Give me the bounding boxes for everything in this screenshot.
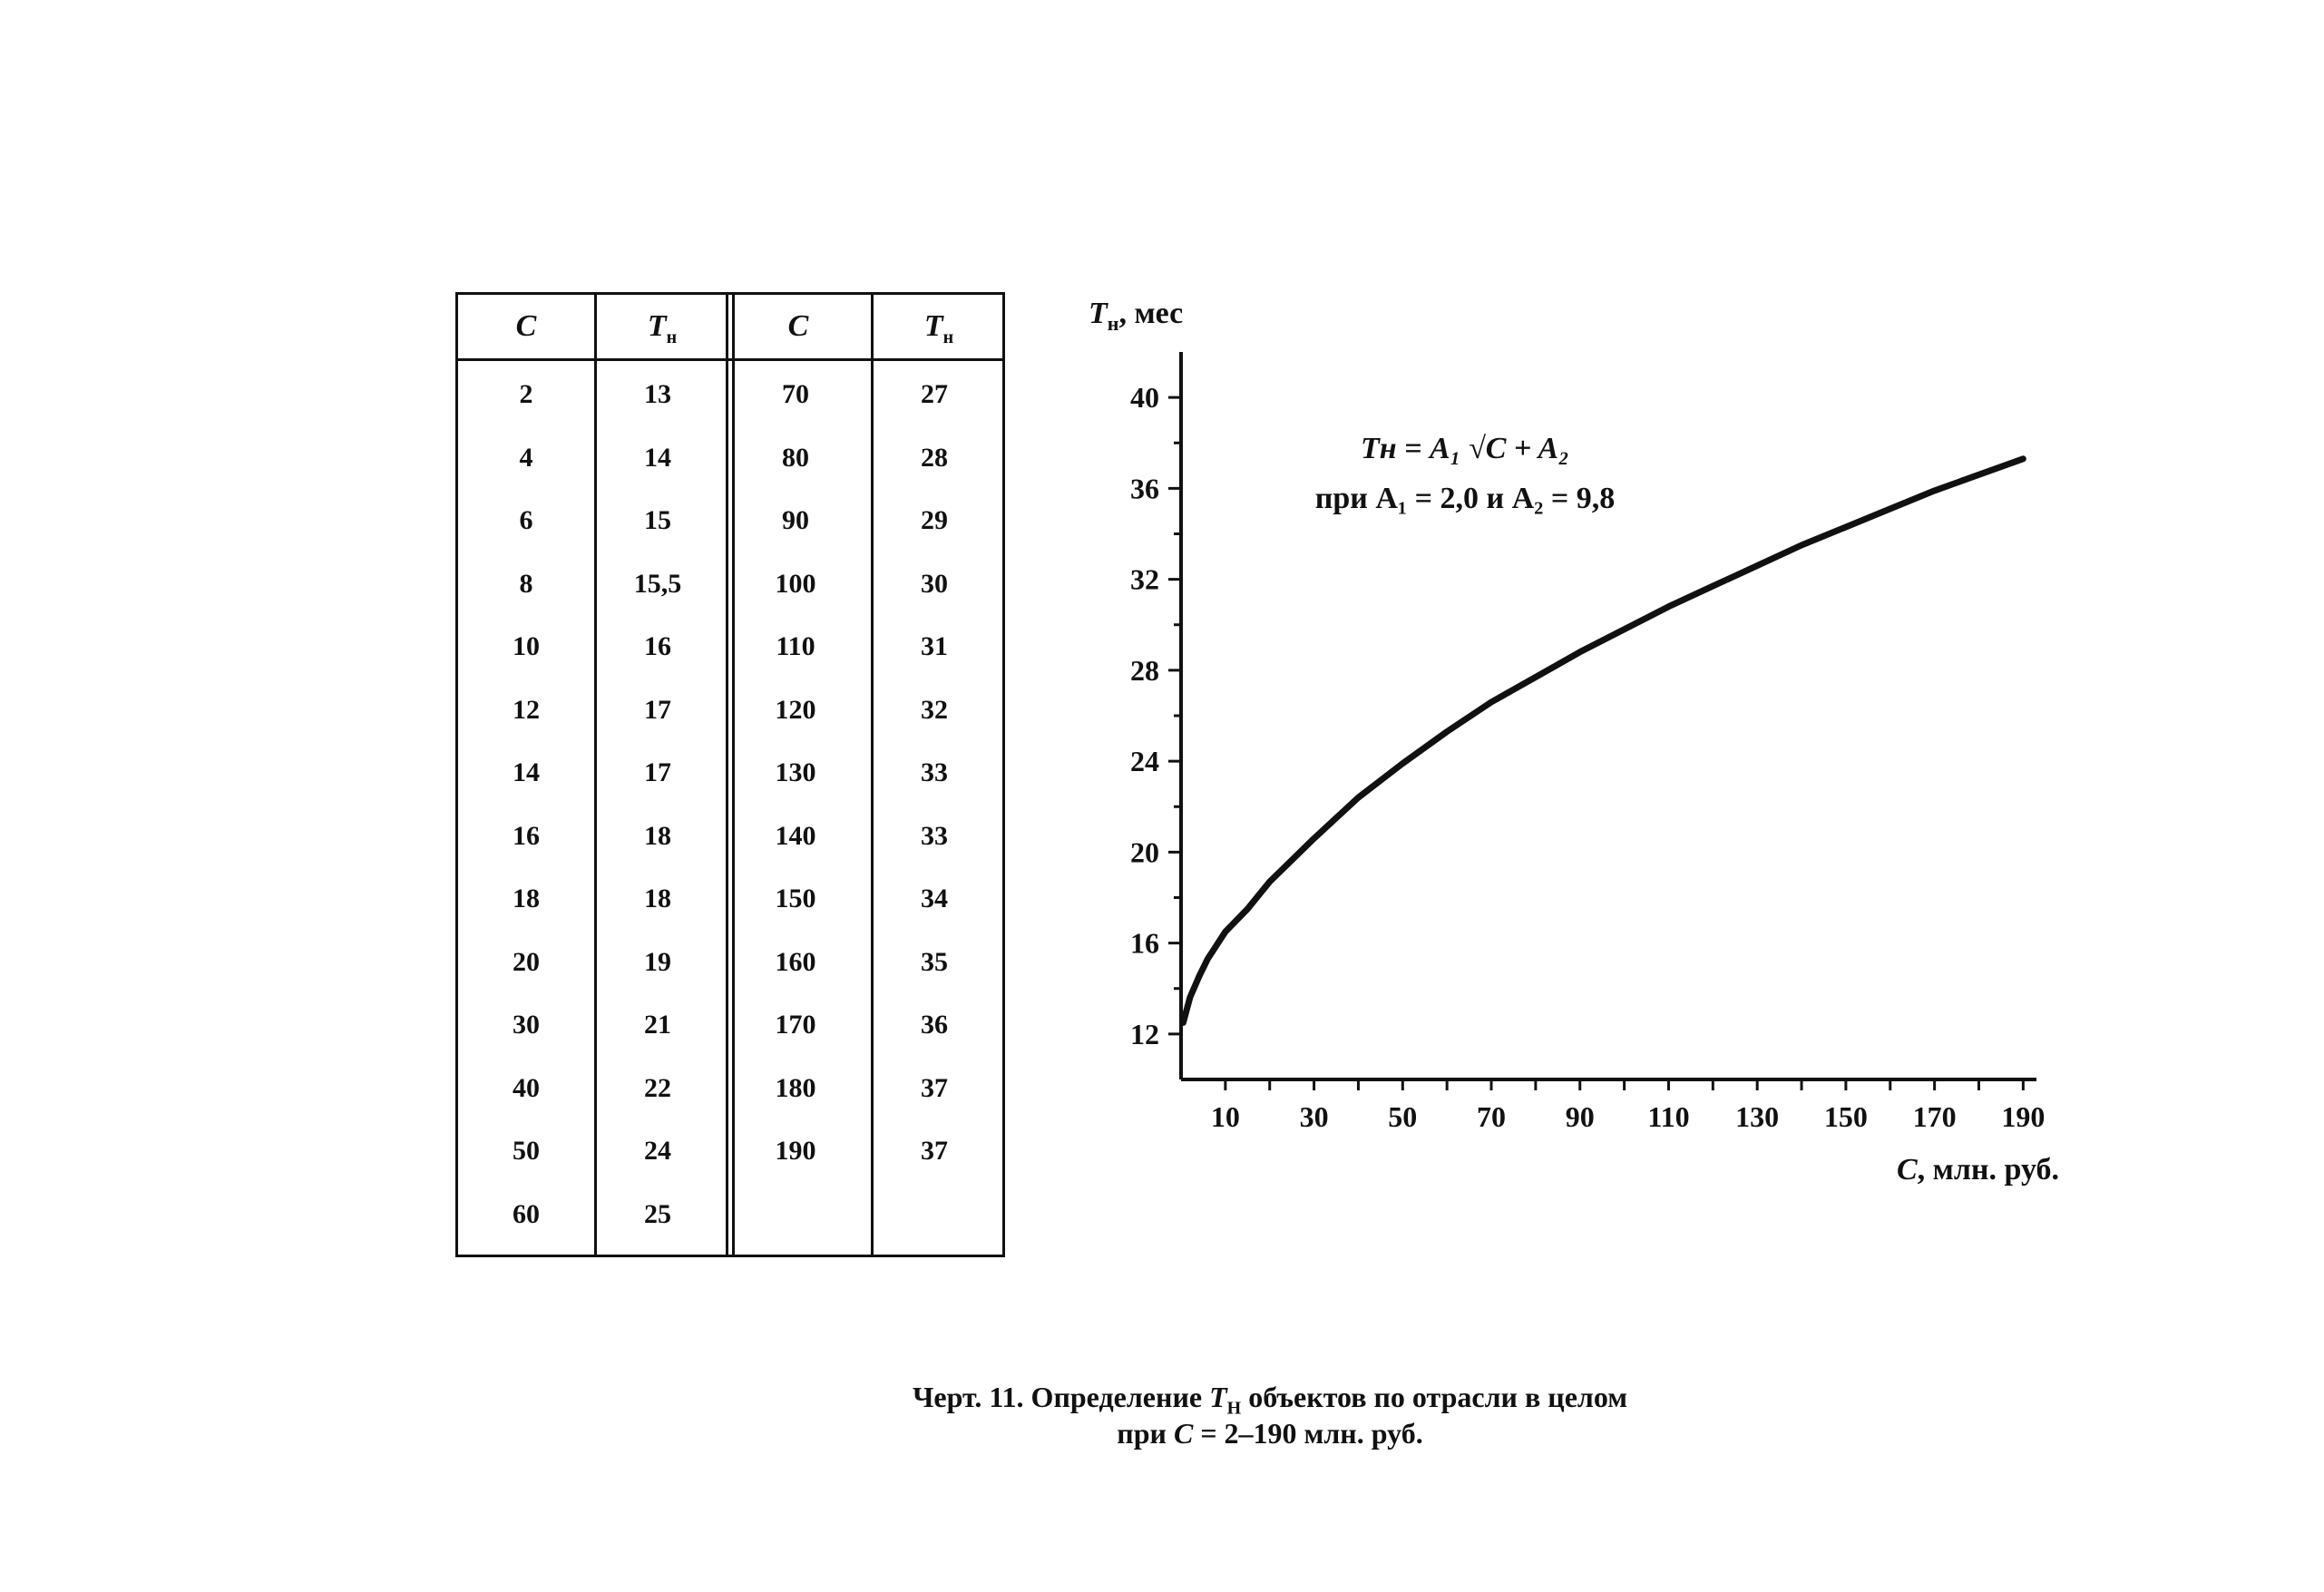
- header-t: $T_н$: [647, 309, 678, 347]
- table-cell-c: 160: [775, 946, 816, 977]
- table-cell-t: 32: [921, 694, 948, 725]
- table-cell-c: 170: [775, 1010, 816, 1040]
- table-cell-c: 18: [513, 884, 540, 913]
- table-cell-t: 13: [644, 379, 671, 409]
- y-tick-label: 16: [1130, 926, 1159, 960]
- x-tick-label: 190: [2001, 1100, 2046, 1133]
- table-cell-t: 16: [644, 631, 671, 661]
- table-cell-c: 150: [775, 884, 816, 913]
- table-cell-c: 8: [519, 568, 533, 599]
- y-tick-label: 12: [1130, 1017, 1159, 1050]
- y-tick-label: 32: [1130, 562, 1159, 596]
- table-cell-c: 110: [776, 631, 815, 661]
- header-c: C: [787, 309, 809, 343]
- table-cell-c: 4: [519, 442, 533, 473]
- x-tick-label: 110: [1647, 1100, 1690, 1133]
- y-tick-label: 20: [1130, 835, 1159, 869]
- x-axis-title: C, млн. руб.: [1896, 1153, 2059, 1187]
- table-cell-t: 30: [921, 568, 948, 599]
- table-cell-t: 15,5: [633, 568, 682, 599]
- table-cell-t: 17: [644, 694, 671, 725]
- table-cell-c: 180: [775, 1072, 816, 1103]
- table-cell-t: 22: [644, 1072, 671, 1103]
- table-cell-t: 36: [921, 1010, 948, 1040]
- figure-caption-line-2: при C = 2–190 млн. руб.: [1117, 1417, 1423, 1450]
- y-tick-label: 40: [1130, 381, 1159, 415]
- table-cell-c: 100: [775, 568, 816, 599]
- table-cell-c: 20: [513, 946, 540, 977]
- table-cell-c: 70: [782, 379, 809, 409]
- table-cell-t: 18: [644, 884, 671, 913]
- formula-line-2: при A₁ = 2,0 и A₂ = 9,8: [1314, 482, 1616, 515]
- formula-line-1: Tн = A₁ √C + A₂: [1360, 432, 1570, 465]
- header-t: $T_н$: [923, 309, 954, 347]
- table-cell-t: 25: [644, 1198, 671, 1229]
- table-cell-c: 12: [513, 694, 540, 725]
- table-cell-t: 18: [644, 820, 671, 851]
- table-cell-t: 34: [921, 884, 948, 913]
- x-tick-label: 30: [1299, 1100, 1329, 1133]
- table-cell-c: 10: [513, 631, 540, 661]
- table-cell-t: 19: [644, 946, 671, 977]
- table-cell-t: 35: [921, 946, 948, 977]
- y-tick-label: 24: [1130, 745, 1159, 778]
- chart-axes: [1181, 352, 2036, 1079]
- table-cell-t: 14: [644, 442, 671, 473]
- table-cell-t: 37: [921, 1136, 948, 1166]
- x-ticks: [1211, 1079, 2045, 1133]
- table-cell-c: 6: [519, 505, 533, 535]
- table-cell-t: 24: [644, 1136, 671, 1166]
- table-cell-c: 60: [513, 1198, 540, 1229]
- table-cell-c: 120: [775, 694, 816, 725]
- table-cell-t: 27: [921, 379, 948, 409]
- y-tick-label: 36: [1130, 472, 1159, 505]
- table-cell-t: 33: [921, 820, 948, 851]
- y-ticks: [1130, 381, 1181, 1050]
- table-cell-c: 30: [513, 1010, 540, 1040]
- table-cell-t: 33: [921, 757, 948, 787]
- table-cell-c: 190: [775, 1136, 816, 1166]
- y-axis-title: $T_н$, мес: [1089, 297, 1184, 335]
- x-tick-label: 70: [1477, 1100, 1507, 1133]
- table-cell-c: 130: [775, 757, 816, 787]
- x-tick-label: 90: [1565, 1100, 1595, 1133]
- table-cell-c: 16: [513, 820, 540, 851]
- series-group: [1183, 459, 2023, 1023]
- figure-caption-line-1: Черт. 11. Определение $T_Н$ объектов по отрасли в целом: [912, 1381, 1628, 1419]
- table-cell-t: 29: [921, 505, 948, 535]
- series-line: [1183, 459, 2023, 1023]
- table-cell-c: 140: [775, 820, 816, 851]
- table-cell-c: 50: [513, 1136, 540, 1166]
- table-cell-c: 90: [782, 505, 809, 535]
- table-cell-c: 2: [519, 379, 533, 409]
- x-tick-label: 170: [1912, 1100, 1957, 1133]
- header-c: C: [515, 309, 537, 343]
- table-cell-t: 31: [921, 631, 948, 661]
- table-cell-t: 15: [644, 505, 671, 535]
- table-cell-c: 80: [782, 442, 809, 473]
- y-tick-label: 28: [1130, 653, 1159, 687]
- x-tick-label: 150: [1823, 1100, 1868, 1133]
- table-cell-t: 21: [644, 1010, 671, 1040]
- table-cell-t: 28: [921, 442, 948, 473]
- table-cell-c: 14: [513, 757, 540, 787]
- table-cell-c: 40: [513, 1072, 540, 1103]
- table-cell-t: 37: [921, 1072, 948, 1103]
- x-tick-label: 10: [1210, 1100, 1240, 1133]
- table-cell-t: 17: [644, 757, 671, 787]
- x-tick-label: 50: [1388, 1100, 1418, 1133]
- x-tick-label: 130: [1735, 1100, 1780, 1133]
